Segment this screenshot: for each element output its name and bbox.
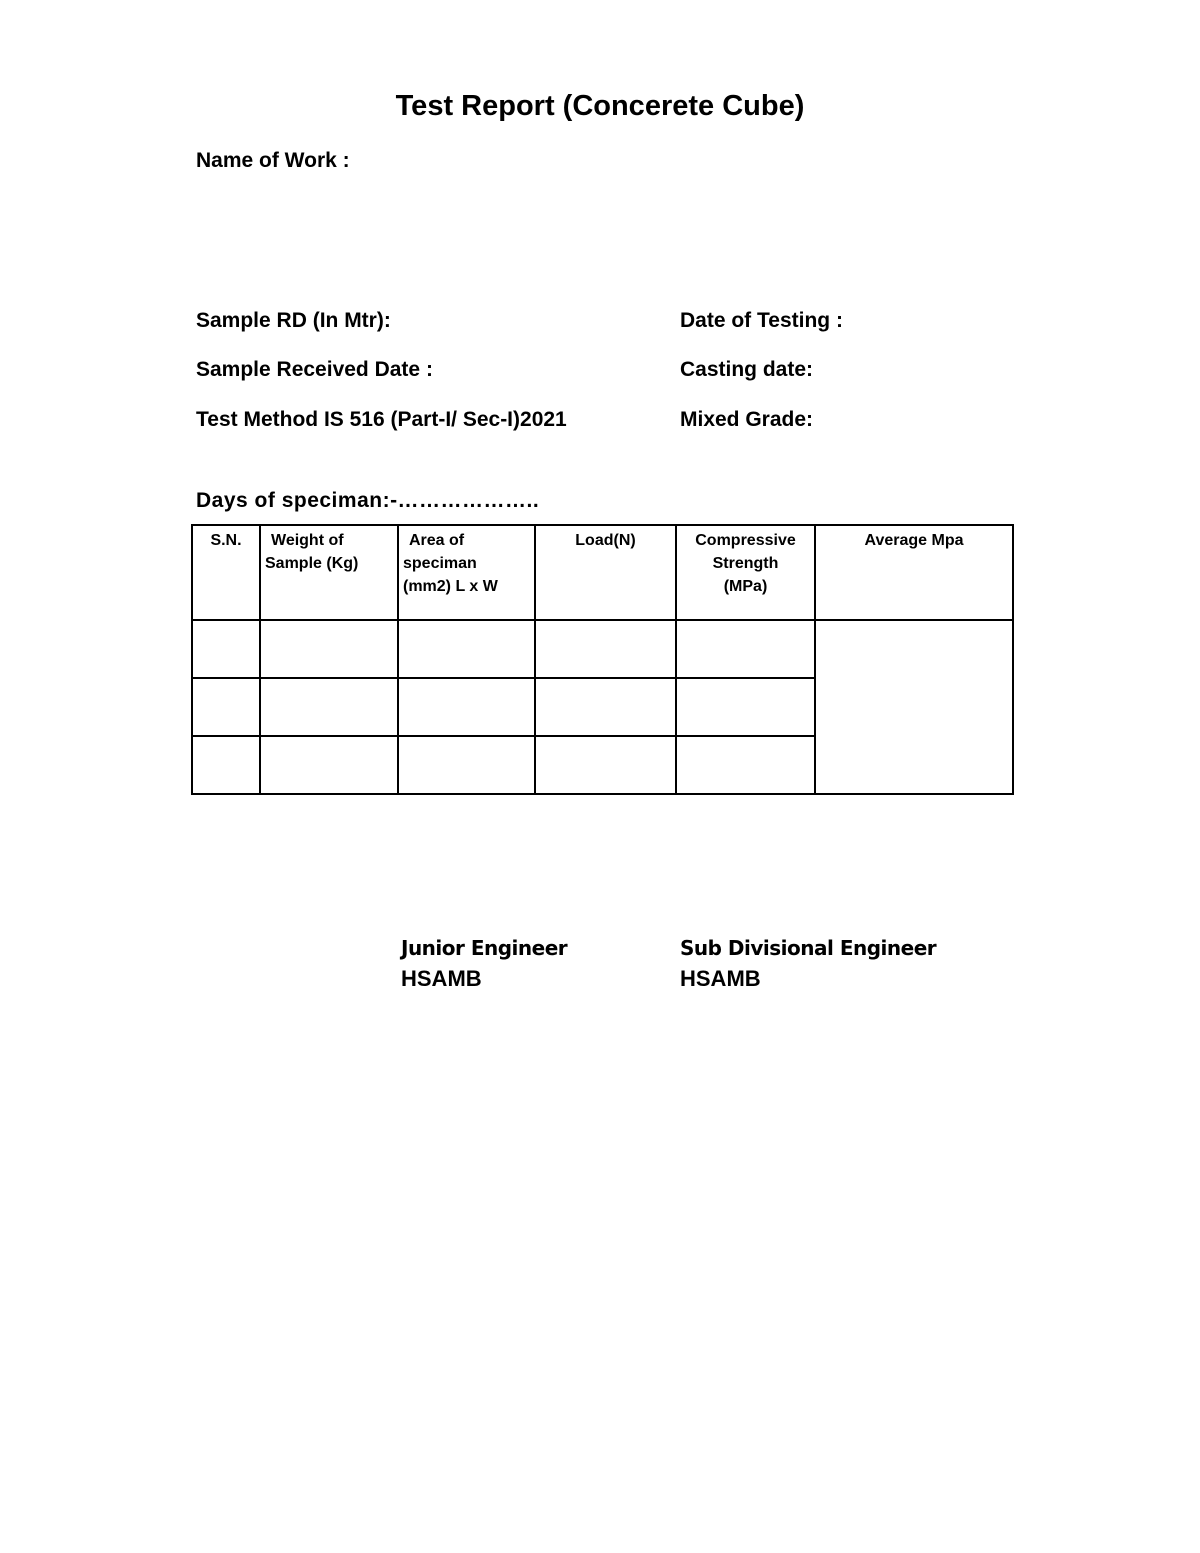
header-area-line: Area of — [409, 532, 465, 549]
header-weight-line: Sample (Kg) — [265, 555, 359, 572]
signature-role-sub-divisional-engineer: Sub Divisional Engineer — [680, 936, 937, 960]
signature-org-sub-divisional-engineer: HSAMB — [680, 966, 761, 991]
casting-date-label: Casting date: — [680, 358, 814, 381]
name-of-work-label: Name of Work : — [196, 149, 350, 172]
header-weight — [260, 525, 398, 620]
header-average: Average Mpa — [815, 525, 1013, 620]
signature-role-junior-engineer: Junior Engineer — [401, 936, 568, 960]
sample-rd-label: Sample RD (In Mtr): — [196, 309, 391, 332]
signature-org-junior-engineer: HSAMB — [401, 966, 482, 991]
table-cell — [676, 620, 815, 678]
mixed-grade-label: Mixed Grade: — [680, 408, 814, 431]
table-cell — [535, 678, 676, 736]
header-load: Load(N) — [535, 525, 676, 620]
table-header-row — [192, 525, 1013, 620]
table-cell — [676, 736, 815, 794]
table-cell — [535, 736, 676, 794]
table-cell — [398, 736, 535, 794]
test-method-label: Test Method IS 516 (Part-I/ Sec-I)2021 — [196, 408, 567, 431]
table-cell — [398, 678, 535, 736]
average-cell — [815, 620, 1013, 794]
header-strength — [676, 525, 815, 620]
table-cell — [260, 736, 398, 794]
results-table — [191, 524, 1014, 795]
date-of-testing-label: Date of Testing : — [680, 309, 843, 332]
table-cell — [676, 678, 815, 736]
header-strength-line: Strength — [712, 555, 779, 572]
table-cell — [535, 620, 676, 678]
header-area-line: (mm2) L x W — [403, 578, 498, 595]
table-cell — [260, 678, 398, 736]
days-of-speciman-label: Days of speciman:-……………….. — [196, 489, 540, 512]
table-cell — [192, 736, 260, 794]
table-row — [192, 620, 1013, 678]
header-strength-line: (MPa) — [723, 578, 768, 595]
header-area-line: speciman — [403, 555, 477, 572]
table-cell — [260, 620, 398, 678]
table-cell — [398, 620, 535, 678]
report-title: Test Report (Concerete Cube) — [395, 90, 805, 122]
sample-received-date-label: Sample Received Date : — [196, 358, 433, 381]
header-strength-line: Compressive — [695, 532, 796, 549]
table-cell — [192, 678, 260, 736]
header-sn: S.N. — [192, 525, 260, 620]
header-weight-line: Weight of — [271, 532, 344, 549]
header-area — [398, 525, 535, 620]
table-cell — [192, 620, 260, 678]
